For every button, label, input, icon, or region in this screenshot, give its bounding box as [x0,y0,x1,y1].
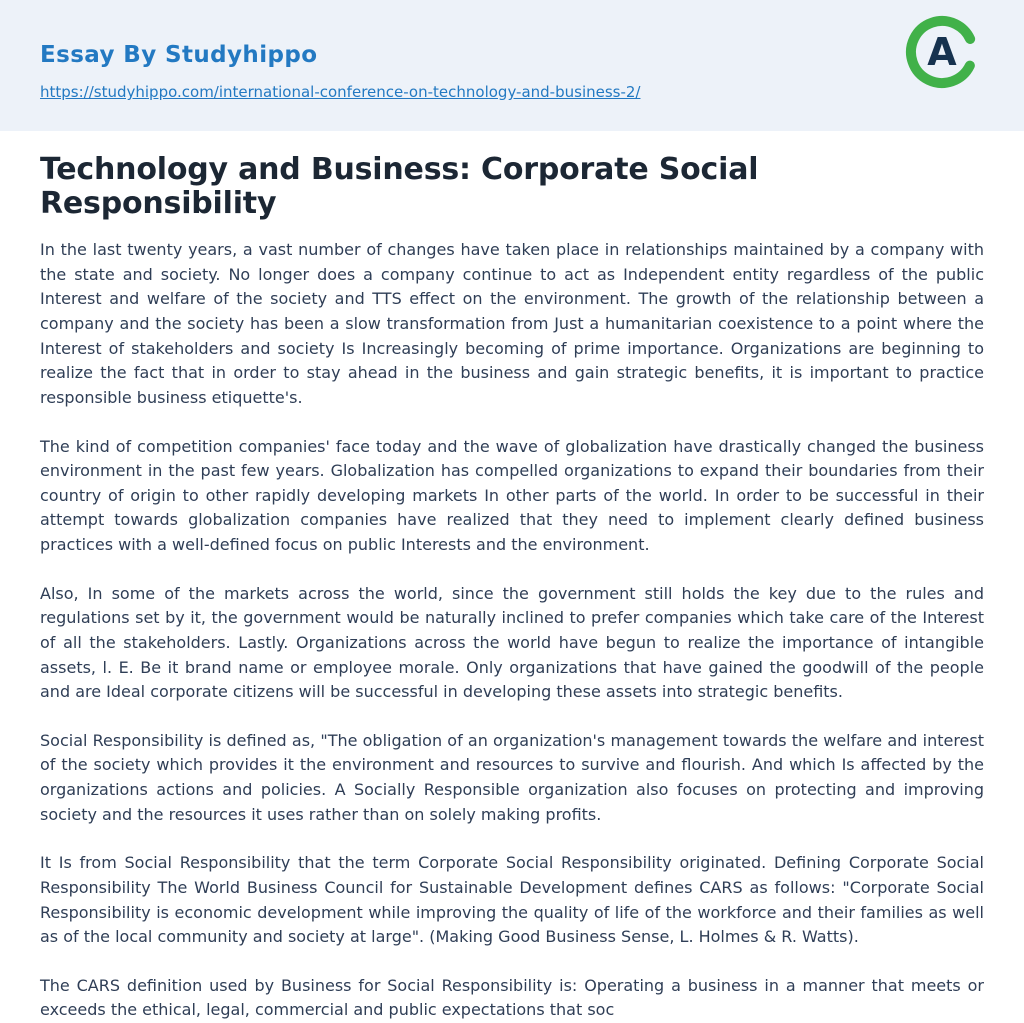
essay-content [0,131,1024,1023]
logo-letter: A [927,30,957,74]
studyhippo-logo [904,14,980,90]
essay-paragraph-3: Also, In some of the markets across the world, since the government still holds the key due to the rules and regulations set by it, the government would be naturally inclined to prefer companies which take care of the Interest of all the stakeholders. Lastly. Organizations across the world have begun to realize the importance of intangible assets, l. E. Be it brand name or employee morale. Only organizations that have gained the goodwill of the people and are Ideal corporate citizens will be successful in developing these assets into strategic benefits. [40,583,984,702]
page-header [0,0,1024,131]
site-title: Essay By Studyhippo [40,42,318,68]
essay-paragraph-5: It Is from Social Responsibility that the term Corporate Social Responsibility originated. Defining Corporate Social Responsibility The World Business Council for Sustainable Development defines CARS as follows: "Corporate Social Responsibility is economic development while improving the quality of life of the workforce and their families as well as of the local community and society at large". (Making Good Business Sense, L. Holmes & R. Watts). [40,853,984,947]
essay-paragraph-4: Social Responsibility is defined as, "The obligation of an organization's management towards the welfare and interest of the society which provides it the environment and resources to survive and flourish. And which Is affected by the organizations actions and policies. A Socially Responsible organization also focuses on protecting and improving society and the resources it uses rather than on solely making profits. [40,730,984,824]
studyhippo-logo-icon [904,14,980,90]
source-url-link[interactable]: https://studyhippo.com/international-conference-on-technology-and-business-2/ [40,83,641,101]
essay-paragraph-1: In the last twenty years, a vast number of changes have taken place in relationships maintained by a company with the state and society. No longer does a company continue to act as Independent entity regardless of the public Interest and welfare of the society and TTS effect on the environment. The growth of the relationship between a company and the society has been a slow transformation from Just a humanitarian coexistence to a point where the Interest of stakeholders and society Is Increasingly becoming of prime importance. Organizations are beginning to realize the fact that in order to stay ahead in the business and gain strategic benefits, it is important to practice responsible business etiquette's. [40,240,984,407]
essay-title: Technology and Business: Corporate Social Responsibility [40,152,759,221]
essay-paragraph-6: The CARS definition used by Business for Social Responsibility is: Operating a business in a manner that meets or exceeds the ethical, legal, commercial and public expectations that soc [40,975,984,1020]
essay-paragraph-2: The kind of competition companies' face today and the wave of globalization have drastically changed the business environment in the past few years. Globalization has compelled organizations to expand their boundaries from their country of origin to other rapidly developing markets In other parts of the world. In order to be successful in their attempt towards globalization companies have realized that they need to implement clearly defined business practices with a well-defined focus on public Interests and the environment. [40,436,984,555]
